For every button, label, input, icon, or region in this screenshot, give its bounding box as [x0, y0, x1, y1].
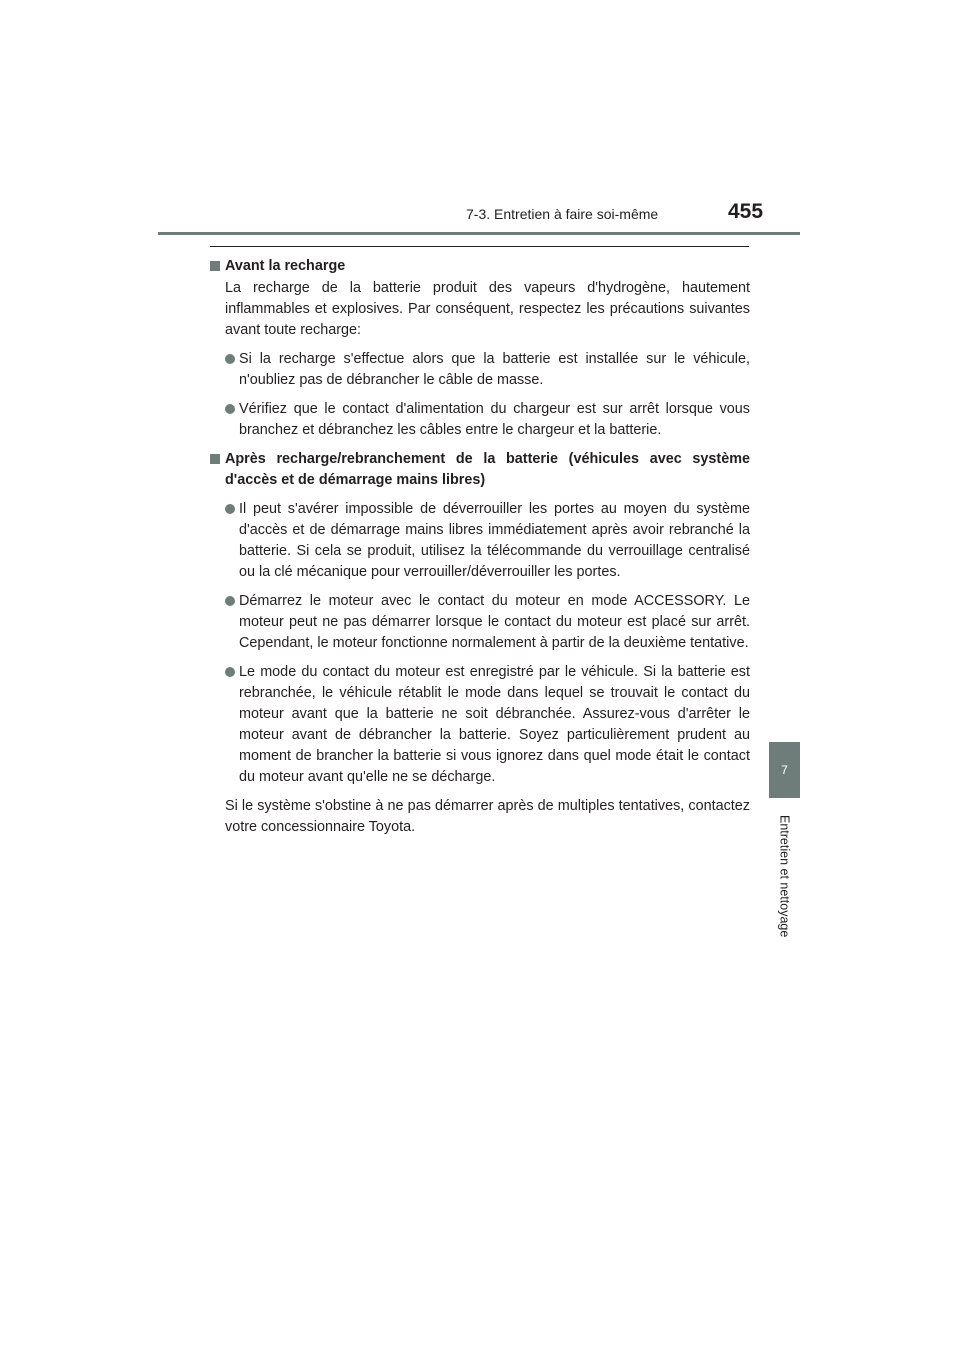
chapter-number: 7 [781, 763, 788, 777]
list-item [210, 499, 750, 583]
chapter-tab [769, 742, 800, 798]
list-item [210, 662, 750, 788]
chapter-title: Entretien et nettoyage [777, 814, 792, 938]
circle-bullet-icon [225, 596, 235, 606]
section-heading-text: Avant la recharge [225, 258, 346, 274]
circle-bullet-icon [225, 354, 235, 364]
square-bullet-icon [210, 261, 220, 271]
list-item-text: Démarrez le moteur avec le contact du moteur en mode ACCESSORY. Le moteur peut ne pas démarrer lorsque le contact du moteur est placé sur arrêt. Cependant, le moteur fonctionne normalement à partir de la deuxième tentative. [239, 593, 750, 651]
section-after-recharge [210, 449, 750, 838]
chapter-title-vertical [769, 800, 800, 952]
list-item [210, 349, 750, 391]
list-item-text: Vérifiez que le contact d'alimentation du chargeur est sur arrêt lorsque vous branchez et débranchez les câbles entre le chargeur et la batterie. [239, 401, 750, 438]
header-divider [158, 232, 800, 235]
bullet-list [210, 349, 750, 441]
section-heading [210, 449, 750, 491]
page-number: 455 [728, 200, 764, 223]
page-content [210, 256, 750, 846]
closing-paragraph: Si le système s'obstine à ne pas démarrer après de multiples tentatives, contactez votre concessionnaire Toyota. [225, 798, 750, 835]
list-item-text: Le mode du contact du moteur est enregistré par le véhicule. Si la batterie est rebranchée, le véhicule rétablit le mode dans lequel se trouvait le contact du moteur avant que la batterie ne soit débranchée. Assurez-vous d'arrêter le moteur avant de débrancher la batterie. Soyez particulièrement prudent au moment de brancher la batterie si vous ignorez dans quel mode était le contact du moteur avant qu'elle ne se décharge. [239, 664, 750, 785]
list-item [210, 591, 750, 654]
square-bullet-icon [210, 454, 220, 464]
section-before-charging [210, 256, 750, 441]
list-item [210, 399, 750, 441]
section-heading [210, 256, 750, 277]
content-divider [210, 246, 749, 247]
running-header-section: 7-3. Entretien à faire soi-même [466, 206, 659, 222]
list-item-text: Si la recharge s'effectue alors que la batterie est installée sur le véhicule, n'oubliez pas de débrancher le câble de masse. [239, 351, 750, 388]
bullet-list [210, 499, 750, 788]
circle-bullet-icon [225, 667, 235, 677]
circle-bullet-icon [225, 404, 235, 414]
circle-bullet-icon [225, 504, 235, 514]
list-item-text: Il peut s'avérer impossible de déverrouiller les portes au moyen du système d'accès et de démarrage mains libres immédiatement après avoir rebranché la batterie. Si cela se produit, utilisez la télécommande du verrouillage centralisé ou la clé mécanique pour verrouiller/déverrouiller les portes. [239, 501, 750, 580]
section-heading-text: Après recharge/rebranchement de la batterie (véhicules avec système d'accès et de démarrage mains libres) [225, 451, 750, 488]
section-intro: La recharge de la batterie produit des vapeurs d'hydrogène, hautement inflammables et explosives. Par conséquent, respectez les précautions suivantes avant toute recharge: [225, 280, 750, 338]
